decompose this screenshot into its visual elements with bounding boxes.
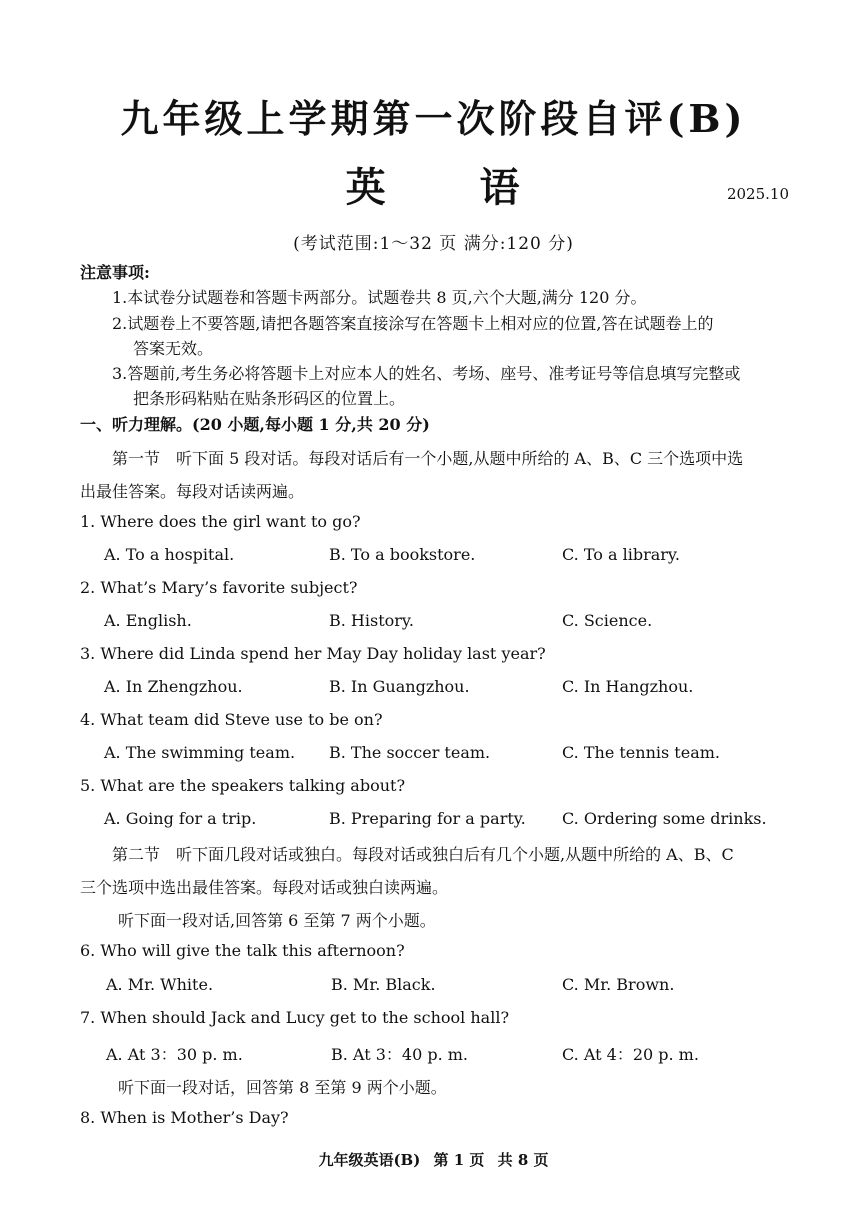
question-1 [80,512,361,531]
question-2 [80,578,358,597]
question-number: 3. [80,644,96,663]
part1-instruction-line2: 出最佳答案。每段对话读两遍。 [80,482,305,501]
note-item-2-cont: 答案无效。 [133,339,214,358]
question-text: Where does the girl want to go? [100,512,361,531]
part2-instruction-line1: 第二节 听下面几段对话或独白。每段对话或独白后有几个小题,从题中所给的 A、B、C [112,845,734,864]
option-c: C. The tennis team. [562,743,720,762]
note-item-2: 2.试题卷上不要答题,请把各题答案直接涂写在答题卡上相对应的位置,答在试题卷上的 [112,314,714,333]
option-b: B. To a bookstore. [329,545,476,564]
dialog-instruction-8-9: 听下面一段对话，回答第 8 至第 9 两个小题。 [118,1078,447,1097]
question-number: 2. [80,578,96,597]
dialog-instruction-6-7: 听下面一段对话,回答第 6 至第 7 两个小题。 [118,911,436,930]
question-number: 5. [80,776,96,795]
question-3 [80,644,546,663]
option-a: A. At 3：30 p. m. [106,1045,243,1064]
option-a: A. Mr. White. [106,975,214,994]
exam-scope: (考试范围:1～32 页 满分:120 分) [293,234,574,254]
question-text: What team did Steve use to be on? [100,710,383,729]
question-number: 6. [80,941,96,960]
part2-instruction-line2: 三个选项中选出最佳答案。每段对话或独白读两遍。 [80,878,449,897]
question-text: Where did Linda spend her May Day holiday last year? [100,644,546,663]
footer-page-number: 第 1 页 [433,1151,485,1169]
question-4 [80,710,383,729]
question-text: Who will give the talk this afternoon? [100,941,405,960]
subject-char-2: 语 [479,164,522,211]
option-c: C. In Hangzhou. [562,677,694,696]
exam-date: 2025.10 [726,185,789,203]
option-c: C. To a library. [562,545,680,564]
option-b: B. Preparing for a party. [329,809,526,828]
subject-char-1: 英 [345,164,388,211]
question-5 [80,776,405,795]
option-a: A. To a hospital. [104,545,235,564]
option-b: B. In Guangzhou. [329,677,470,696]
section-heading: 一、听力理解。(20 小题,每小题 1 分,共 20 分) [80,415,430,434]
question-7 [80,1008,509,1027]
option-b: B. At 3：40 p. m. [331,1045,469,1064]
question-text: What are the speakers talking about? [100,776,406,795]
option-a: A. In Zhengzhou. [104,677,243,696]
question-6 [80,941,405,960]
option-a: A. English. [104,611,192,630]
question-number: 7. [80,1008,96,1027]
footer-subject: 九年级英语(B) [318,1151,421,1169]
question-text: What’s Mary’s favorite subject? [100,578,358,597]
question-number: 1. [80,512,96,531]
option-c: C. Mr. Brown. [562,975,675,994]
note-item-3-cont: 把条形码粘贴在贴条形码区的位置上。 [133,389,406,408]
option-c: C. Ordering some drinks. [562,809,767,828]
page-footer [0,1149,867,1170]
question-number: 4. [80,710,96,729]
question-text: When should Jack and Lucy get to the school hall? [100,1008,510,1027]
option-b: B. The soccer team. [329,743,491,762]
question-text: When is Mother’s Day? [100,1108,289,1127]
option-b: B. Mr. Black. [331,975,436,994]
option-c: C. Science. [562,611,653,630]
note-item-3: 3.答题前,考生务必将答题卡上对应本人的姓名、考场、座号、准考证号等信息填写完整或 [112,364,741,383]
part1-instruction-line1: 第一节 听下面 5 段对话。每段对话后有一个小题,从题中所给的 A、B、C 三个选项中选 [112,449,744,468]
note-item-1: 1.本试卷分试题卷和答题卡两部分。试题卷共 8 页,六个大题,满分 120 分。 [112,288,647,307]
option-c: C. At 4：20 p. m. [562,1045,699,1064]
question-8 [80,1108,289,1127]
option-a: A. Going for a trip. [104,809,257,828]
question-number: 8. [80,1108,96,1127]
footer-total-pages: 共 8 页 [497,1151,549,1169]
option-a: A. The swimming team. [104,743,296,762]
notes-heading: 注意事项: [80,263,150,282]
exam-title: 九年级上学期第一次阶段自评(B) [120,96,747,141]
option-b: B. History. [329,611,414,630]
